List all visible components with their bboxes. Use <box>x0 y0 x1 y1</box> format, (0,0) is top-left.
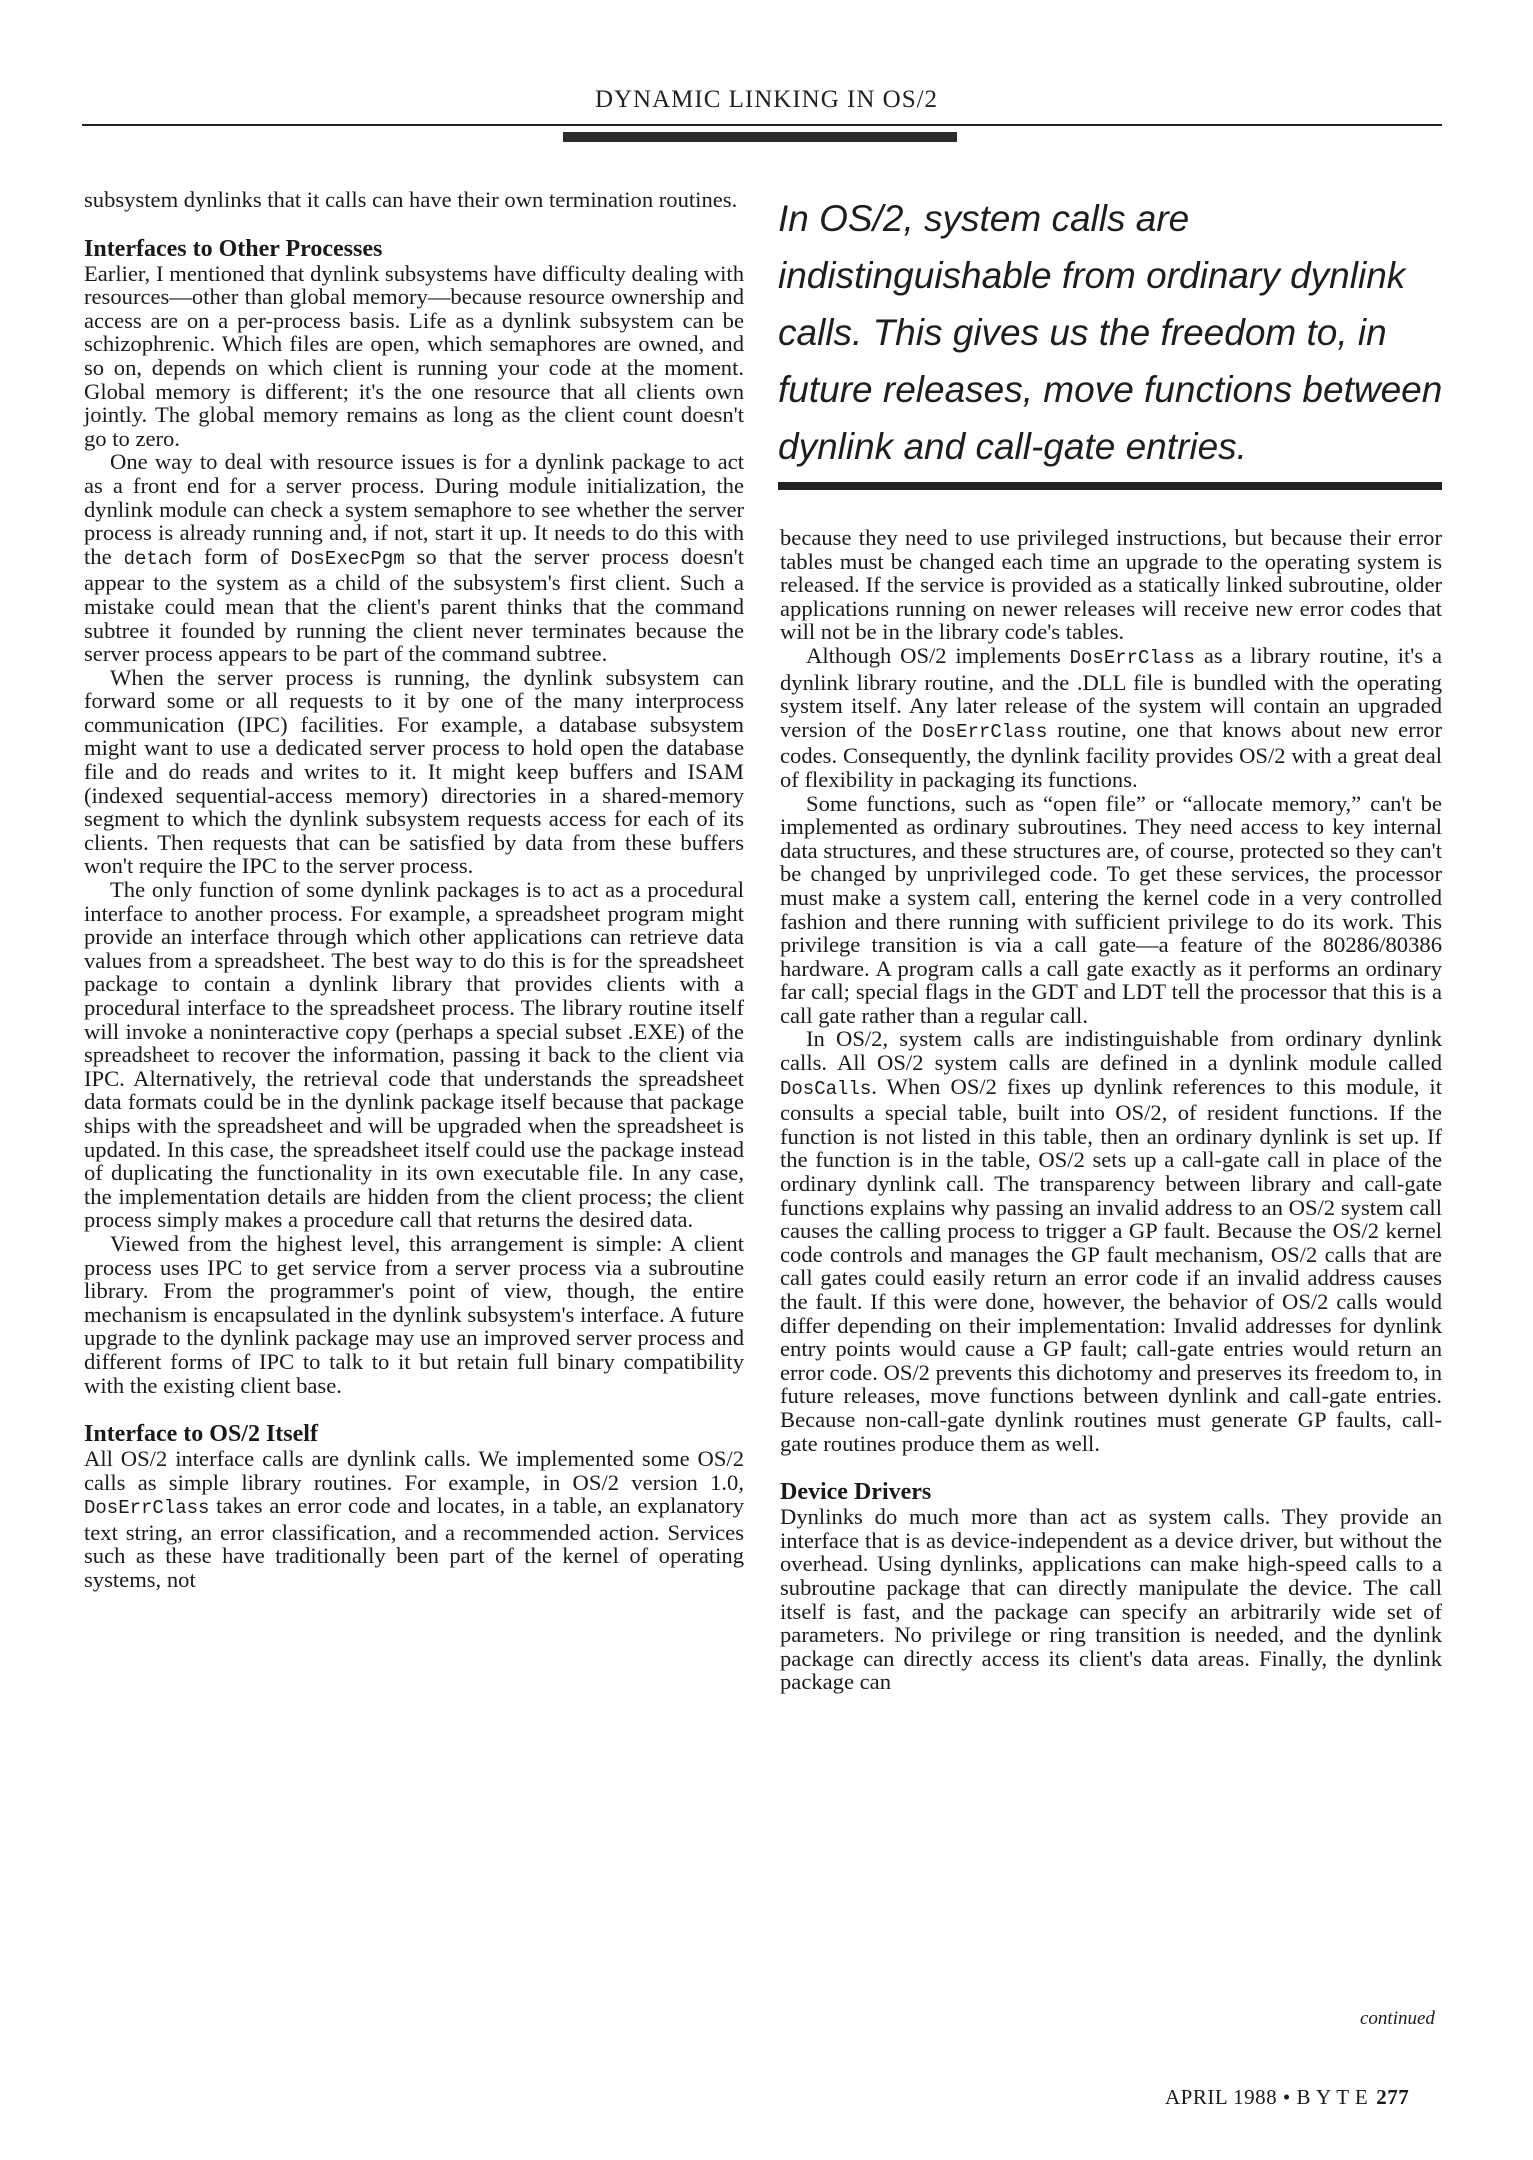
paragraph: All OS/2 interface calls are dynlink calls. We implemented some OS/2 calls as simple library routines. For example, in OS/2 version 1.0, DosErrClass takes an error code and locates, in a table, an explanatory text string, an error classification, and a recommended action. Services such as these have traditionally been part of the kernel of operating systems, not <box>84 1446 744 1593</box>
code-term: DosErrClass <box>921 720 1048 743</box>
issue-label: APRIL 1988 • B Y T E <box>1165 2085 1369 2109</box>
code-term: DosCalls <box>780 1077 872 1100</box>
header-rule <box>82 124 1442 126</box>
paragraph: because they need to use privileged instructions, but because their error tables must be changed each time an upgrade to the operating system is released. If the service is provided as a statically linked subroutine, older applications running on newer releases will receive new error codes that will not be in the library code's tables. <box>780 525 1442 645</box>
paragraph: The only function of some dynlink packages is to act as a procedural interface to another process. For example, a spreadsheet program might provide an interface through which other applications can retrieve data values from a spreadsheet. The best way to do this is for the spreadsheet package to contain a dynlink library that provides clients with a procedural interface to the spreadsheet process. The library routine itself will invoke a noninteractive copy (perhaps a special subset .EXE) of the spreadsheet to recover the information, passing it back to the client via IPC. Alternatively, the retrieval code that understands the spreadsheet data formats could be in the dynlink package itself because that package ships with the spreadsheet and will be upgraded when the spreadsheet is updated. In this case, the spreadsheet itself could use the package instead of duplicating the functionality in its own executable file. In any case, the implementation details are hidden from the client process; the client process simply makes a procedure call that returns the desired data. <box>84 877 744 1233</box>
subhead-interfaces-to-other-processes: Interfaces to Other Processes <box>84 235 383 262</box>
paragraph: Dynlinks do much more than act as system calls. They provide an interface that is as device-independent as a device driver, but without the overhead. Using dynlinks, applications can make high-speed calls to a subroutine package that can directly manipulate the device. The call itself is fast, and the package can specify an arbitrarily wide set of parameters. No privilege or ring transition is needed, and the dynlink package can directly access its client's data areas. Finally, the dynlink package can <box>780 1504 1442 1695</box>
code-term: DosExecPgm <box>290 547 405 570</box>
paragraph: In OS/2, system calls are indistinguishable from ordinary dynlink calls. All OS/2 system calls are defined in a dynlink module called DosCalls. When OS/2 fixes up dynlink references to this module, it consults a special table, built into OS/2, of resident functions. If the function is not listed in this table, then an ordinary dynlink is set up. If the function is in the table, OS/2 sets up a call-gate call in place of the ordinary dynlink call. The transparency between library and call-gate functions explains why passing an invalid address to an OS/2 system call causes the calling process to trigger a GP fault. Because the OS/2 kernel code controls and manages the GP fault mechanism, OS/2 calls that are call gates could easily return an error code if an invalid address causes the fault. If this were done, however, the behavior of OS/2 calls would differ depending on their implementation: Invalid addresses for dynlink entry points would cause a GP fault; call-gate entries would return an error code. OS/2 prevents this dichotomy and preserves its freedom to, in future releases, move functions between dynlink and call-gate entries. Because non-call-gate dynlink routines must generate GP faults, call-gate routines produce them as well. <box>780 1026 1442 1456</box>
pull-quote-rule <box>778 482 1442 490</box>
paragraph: Viewed from the highest level, this arrangement is simple: A client process uses IPC to get service from a server process via a subroutine library. From the programmer's point of view, though, the entire mechanism is encapsulated in the dynlink subsystem's interface. A future upgrade to the dynlink package may use an improved server process and different forms of IPC to talk to it but retain full binary compatibility with the existing client base. <box>84 1230 744 1398</box>
subhead-interface-to-os2: Interface to OS/2 Itself <box>84 1421 318 1448</box>
subhead-device-drivers: Device Drivers <box>780 1479 932 1506</box>
header-accent-bar <box>563 132 957 142</box>
continued-label: continued <box>1360 2008 1435 2029</box>
right-column <box>780 526 1442 1694</box>
code-term: DosErrClass <box>84 1497 210 1520</box>
page-footer <box>1165 2085 1409 2110</box>
code-term: DosErrClass <box>1069 646 1196 669</box>
left-column <box>84 188 744 1592</box>
code-term: detach <box>123 547 192 570</box>
paragraph: Some functions, such as “open file” or “allocate memory,” can't be implemented as ordinary subroutines. They need access to key internal data structures, and these structures are, of course, protected so they can't be changed by unprivileged code. To get these services, the processor must make a system call, entering the kernel code in a very controlled fashion and there running with sufficient privilege to do its work. This privilege transition is via a call gate—a feature of the 80286/80386 hardware. A program calls a call gate exactly as it performs an ordinary far call; special flags in the GDT and LDT tell the processor that this is a call gate rather than a regular call. <box>780 790 1442 1028</box>
page-number: 277 <box>1376 2085 1410 2109</box>
paragraph: Although OS/2 implements DosErrClass as a library routine, it's a dynlink library routine, and the .DLL file is bundled with the operating system itself. Any later release of the system will contain an upgraded version of the DosErrClass routine, one that knows about new error codes. Consequently, the dynlink facility provides OS/2 with a great deal of flexibility in packaging its functions. <box>780 642 1442 792</box>
paragraph: One way to deal with resource issues is for a dynlink package to act as a front end for a server process. During module initialization, the dynlink module can check a system semaphore to see whether the server process is already running and, if not, start it up. It needs to do this with the detach form of DosExecPgm so that the server process doesn't appear to the system as a child of the subsystem's first client. Such a mistake could mean that the client's parent thinks that the command subtree it founded by running the client never terminates because the server process appears to be part of the command subtree. <box>84 449 744 667</box>
paragraph: Earlier, I mentioned that dynlink subsystems have difficulty dealing with resources—other than global memory—because resource ownership and access are on a per-process basis. Life as a dynlink subsystem can be schizophrenic. Which files are open, which semaphores are owned, and so on, depends on which client is running your code at the moment. Global memory is different; it's the one resource that all clients own jointly. The global memory remains as long as the client count doesn't go to zero. <box>84 260 744 451</box>
paragraph: When the server process is running, the dynlink subsystem can forward some or all requests to it by one of the many interprocess communication (IPC) facilities. For example, a database subsystem might want to use a dedicated server process to hold open the database file and do reads and writes to it. It might keep buffers and ISAM (indexed sequential-access memory) directories in a shared-memory segment to which the dynlink subsystem requests access for each of its clients. Then requests that can be satisfied by data from these buffers won't require the IPC to the server process. <box>84 664 744 879</box>
paragraph-intro: subsystem dynlinks that it calls can have their own termination routines. <box>84 187 738 212</box>
running-header: DYNAMIC LINKING IN OS/2 <box>594 86 939 113</box>
pull-quote: In OS/2, system calls are indistinguishable from ordinary dynlink calls. This gives us the freedom to, in future releases, move functions between dynlink and call-gate entries. <box>778 198 1443 467</box>
